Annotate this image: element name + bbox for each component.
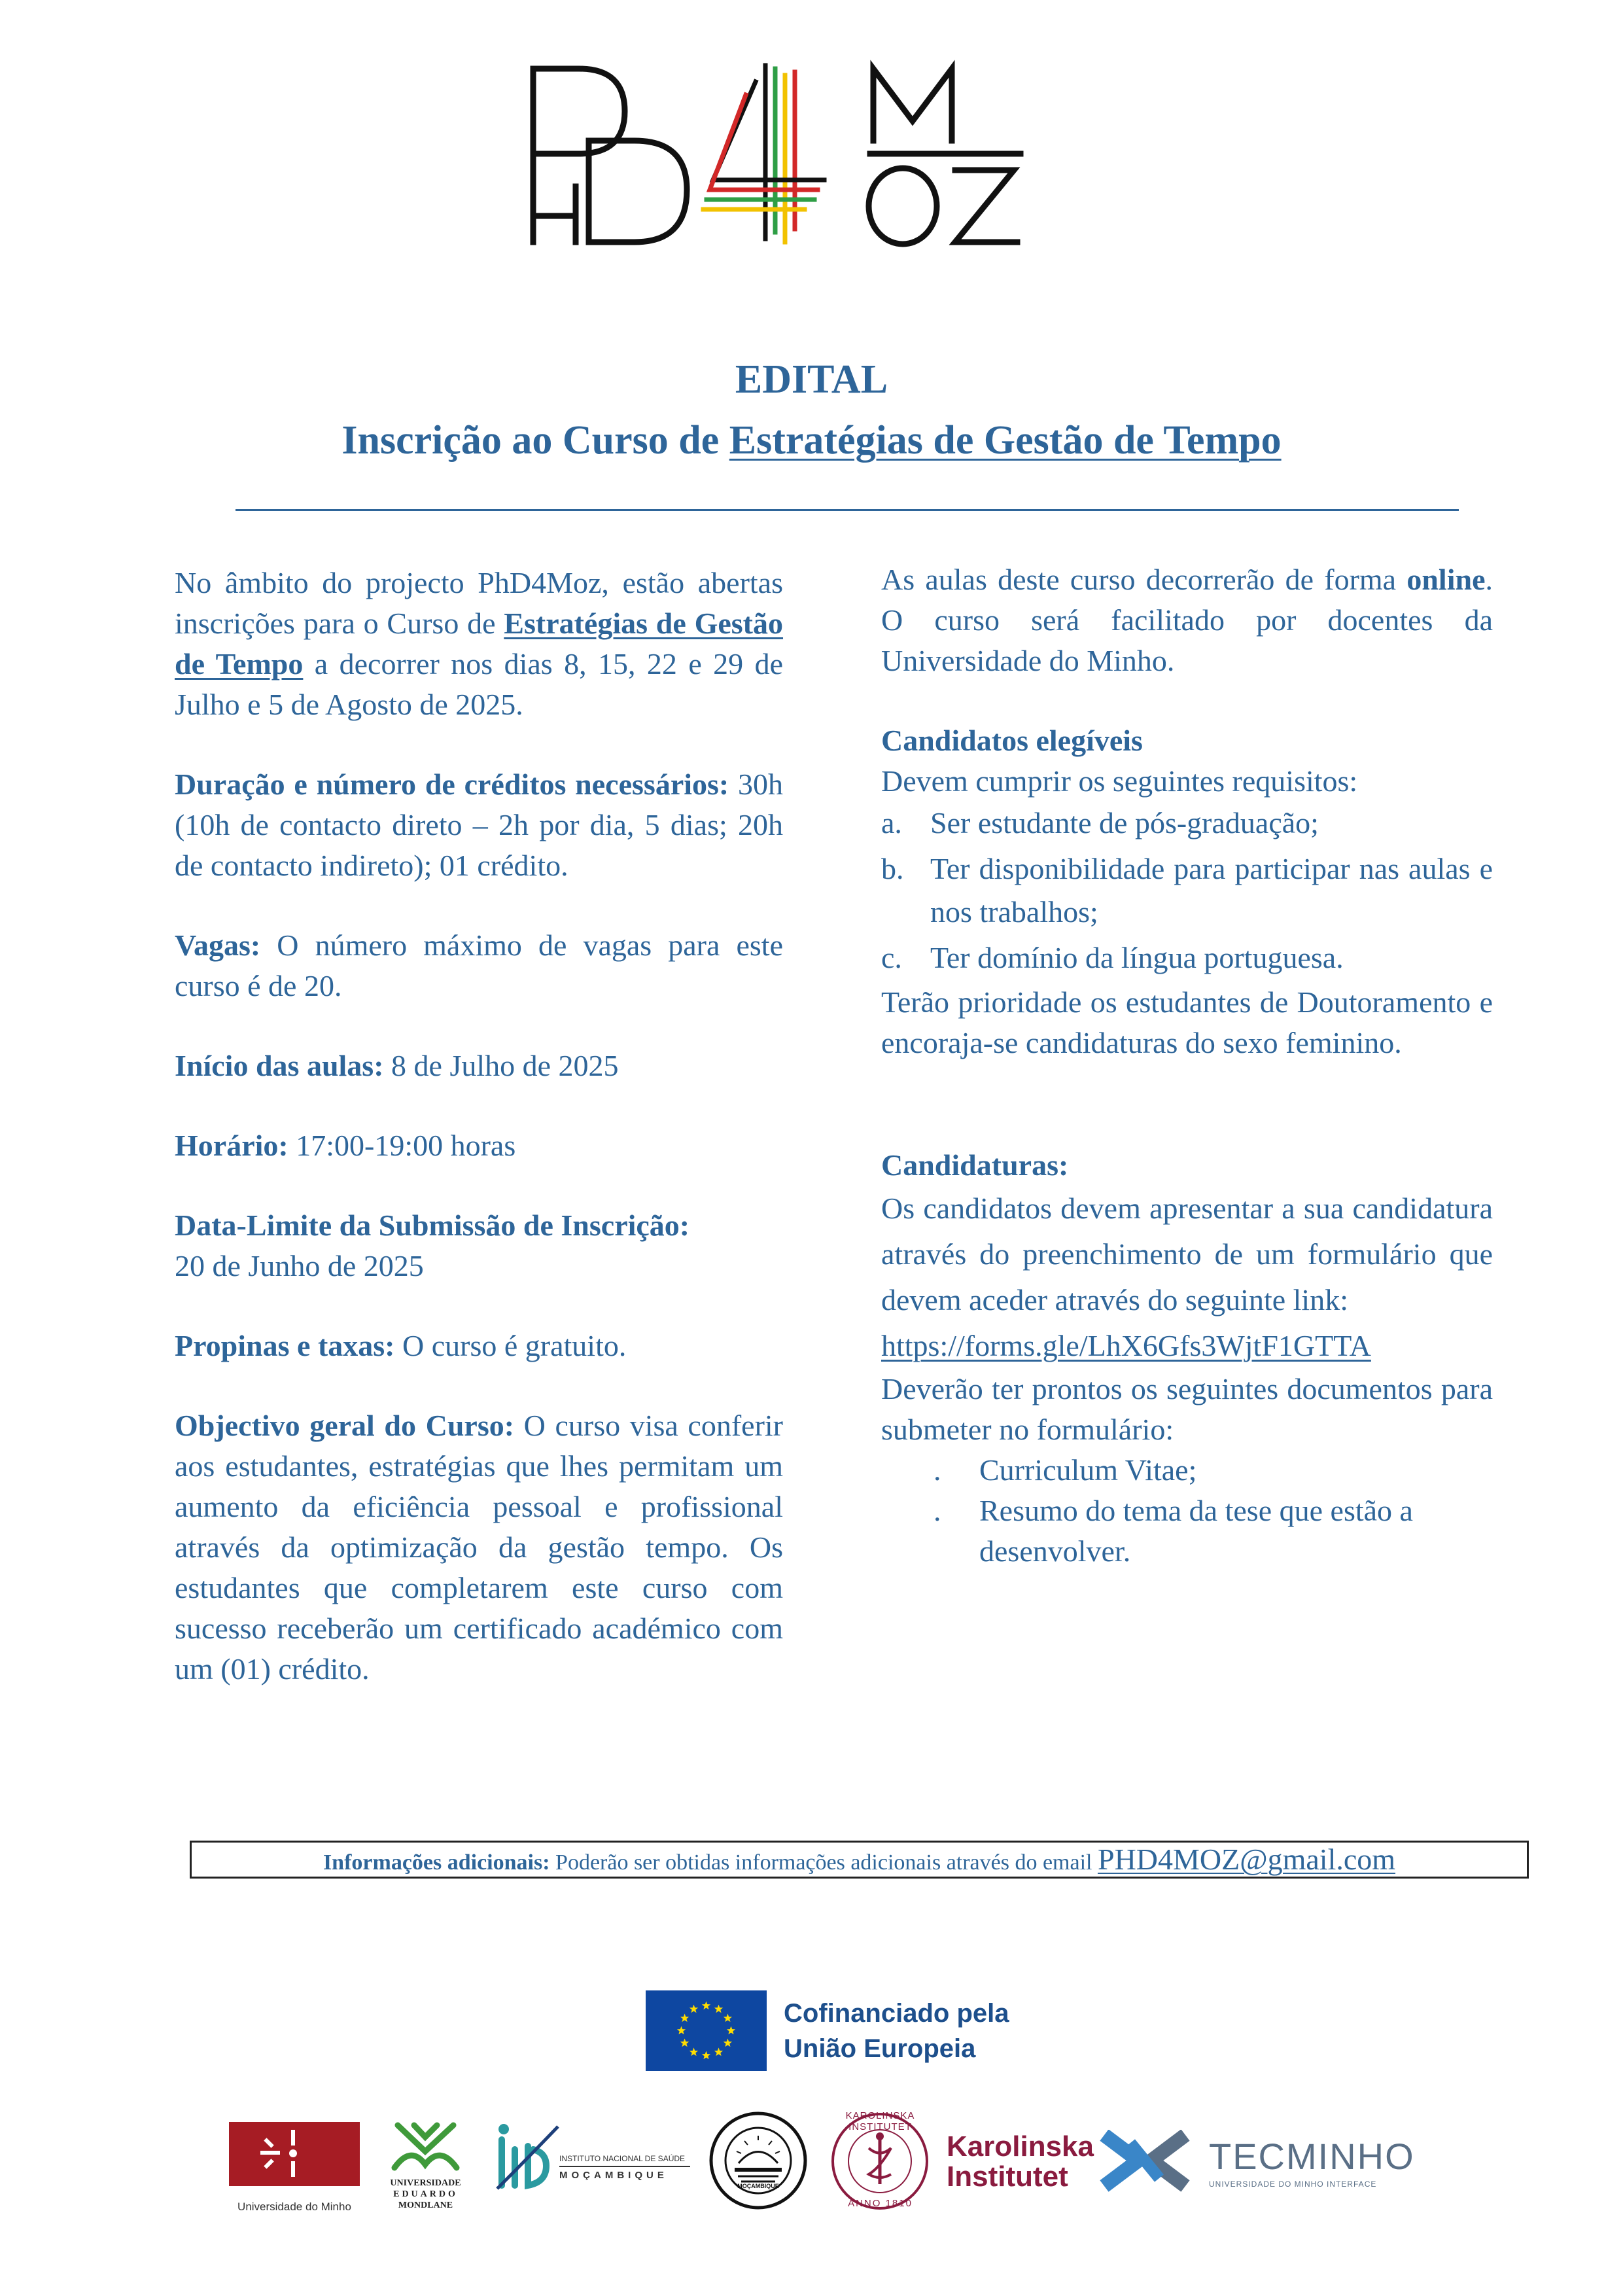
horario-text: 17:00-19:00 horas [288, 1129, 516, 1162]
ki-wordmark-1: Karolinska [947, 2130, 1094, 2163]
uem-label-1: UNIVERSIDADE [390, 2178, 461, 2188]
ins-label-2: MOÇAMBIQUE [559, 2170, 668, 2181]
list-item-text: Ter disponibilidade para participar nas aulas e nos trabalhos; [930, 852, 1493, 928]
eu-flag-icon [646, 1990, 767, 2071]
aulas-paragraph [881, 559, 1493, 681]
ins-logo [494, 2120, 697, 2192]
data-limite-text: 20 de Junho de 2025 [175, 1249, 424, 1282]
list-marker: a. [881, 806, 902, 839]
right-column [881, 559, 1493, 1572]
up-seal-label: MOÇAMBIQUE [737, 2183, 779, 2189]
ki-seal [829, 2109, 931, 2214]
info-label: Informações adicionais: [323, 1850, 550, 1875]
ki-wordmark-2: Institutet [947, 2161, 1068, 2193]
tecminho-logo [1099, 2130, 1415, 2195]
ki-wordmark [947, 2132, 1094, 2192]
ins-label-1: INSTITUTO NACIONAL DE SAÚDE [559, 2154, 686, 2163]
elegiveis-intro: Devem cumprir os seguintes requisitos: [881, 764, 1358, 798]
uminho-logo [229, 2122, 360, 2214]
aulas-online: online [1406, 563, 1486, 596]
prioridade-paragraph: Terão prioridade os estudantes de Doutoramento e encoraja-se candidaturas do sexo feminino. [881, 985, 1493, 1059]
aulas-text-1: As aulas deste curso decorrerão de forma [881, 563, 1407, 596]
elegiveis-title [881, 720, 1493, 761]
list-item [881, 847, 1493, 934]
list-marker: . [934, 1453, 941, 1487]
list-marker: . [934, 1494, 941, 1527]
documents-list [881, 1450, 1493, 1572]
ki-seal-year: ANNO 1810 [848, 2198, 913, 2209]
uem-logo [385, 2119, 466, 2211]
propinas-label: Propinas e taxas: [175, 1329, 395, 1362]
up-logo [708, 2111, 808, 2210]
list-marker: c. [881, 941, 902, 974]
candidaturas-text: Os candidatos devem apresentar a sua candidatura através do preenchimento de um formulário que devem aceder através do seguinte link: [881, 1192, 1493, 1316]
intro-course: Estratégias de Gestão de Tempo [175, 607, 784, 680]
objectivo-text: O curso visa conferir aos estudantes, estratégias que lhes permitam um aumento da eficiência pessoal e profissional através da optimização da gestão tempo. Os estudantes que completarem este curso com sucesso receberão um certificado académico com um (01) crédito. [175, 1409, 783, 1686]
ki-seal-label: KAROLINSKA INSTITUTET [845, 2110, 915, 2132]
uminho-symbol-icon [229, 2122, 360, 2186]
ins-emblem-icon [494, 2120, 559, 2192]
page-title: EDITAL [735, 357, 888, 402]
horario-label: Horário: [175, 1129, 288, 1162]
form-link-line [881, 1323, 1493, 1369]
eu-line-2: União Europeia [784, 2034, 976, 2063]
inicio-paragraph [175, 1046, 783, 1086]
uem-label-3: MONDLANE [398, 2200, 453, 2210]
list-item-text: Resumo do tema da tese que estão a desenvolver. [979, 1494, 1413, 1568]
vagas-label: Vagas: [175, 928, 261, 962]
tecminho-wordmark: TECMINHO [1209, 2136, 1415, 2177]
up-seal-icon [708, 2111, 808, 2210]
candidaturas-title [881, 1145, 1493, 1186]
horario-paragraph [175, 1125, 783, 1166]
phd4moz-logo [517, 56, 1027, 252]
ins-divider [559, 2166, 690, 2167]
list-item-text: Curriculum Vitae; [979, 1453, 1197, 1487]
inicio-label: Início das aulas: [175, 1049, 384, 1082]
tecminho-emblem-icon [1099, 2130, 1191, 2192]
form-link[interactable]: https://forms.gle/LhX6Gfs3WjtF1GTTA [881, 1329, 1371, 1362]
info-text: Poderão ser obtidas informações adicionais através do email [550, 1850, 1098, 1875]
intro-paragraph [175, 563, 783, 725]
elegiveis-title-text: Candidatos elegíveis [881, 724, 1143, 757]
tecminho-subtitle: UNIVERSIDADE DO MINHO INTERFACE [1209, 2180, 1377, 2189]
list-item [881, 936, 1493, 980]
duracao-paragraph [175, 764, 783, 886]
propinas-paragraph [175, 1326, 783, 1366]
eu-cofinancing-text [784, 1996, 1009, 2066]
uem-label-2: EDUARDO [393, 2189, 458, 2199]
data-limite-label: Data-Limite da Submissão de Inscrição: [175, 1209, 690, 1242]
list-marker: b. [881, 852, 904, 885]
intro-text-2: a decorrer nos dias 8, 15, 22 e 29 de Julho e 5 de Agosto de 2025. [175, 647, 783, 721]
propinas-text: O curso é gratuito. [394, 1329, 627, 1362]
inicio-text: 8 de Julho de 2025 [383, 1049, 619, 1082]
documentos-intro: Deverão ter prontos os seguintes documentos para submeter no formulário: [881, 1372, 1493, 1446]
list-item [881, 802, 1493, 845]
candidaturas-title-text: Candidaturas: [881, 1148, 1069, 1182]
page-subtitle [0, 417, 1623, 464]
vagas-paragraph [175, 925, 783, 1006]
list-item-text: Ser estudante de pós-graduação; [930, 806, 1319, 839]
uminho-label: Universidade do Minho [237, 2200, 351, 2213]
aulas-text-2: . O curso será facilitado por docentes da Universidade do Minho. [881, 563, 1493, 677]
uem-label [385, 2178, 466, 2211]
data-limite-paragraph [175, 1205, 783, 1286]
subtitle-course: Estratégias de Gestão de Tempo [729, 418, 1282, 463]
vagas-text: O número máximo de vagas para este curso é de 20. [175, 928, 783, 1002]
duracao-label: Duração e número de créditos necessários: [175, 768, 729, 801]
info-box [190, 1841, 1529, 1879]
left-column [175, 563, 783, 1689]
duracao-text: 30h (10h de contacto direto – 2h por dia, 5 dias; 20h de contacto indireto); 01 crédito. [175, 768, 783, 882]
list-item [881, 1450, 1493, 1491]
requirements-list [881, 802, 1493, 980]
subtitle-prefix: Inscrição ao Curso de [341, 418, 729, 463]
list-item [881, 1491, 1493, 1572]
eu-line-1: Cofinanciado pela [784, 1999, 1009, 2028]
title-divider [236, 509, 1459, 511]
uem-emblem-icon [385, 2119, 466, 2174]
list-item-text: Ter domínio da língua portuguesa. [930, 941, 1344, 974]
objectivo-paragraph [175, 1405, 783, 1689]
intro-text-1: No âmbito do projecto PhD4Moz, estão abertas inscrições para o Curso de [175, 566, 783, 640]
uminho-emblem [229, 2122, 360, 2186]
objectivo-label: Objectivo geral do Curso: [175, 1409, 515, 1442]
email-link[interactable]: PHD4MOZ@gmail.com [1097, 1843, 1396, 1876]
